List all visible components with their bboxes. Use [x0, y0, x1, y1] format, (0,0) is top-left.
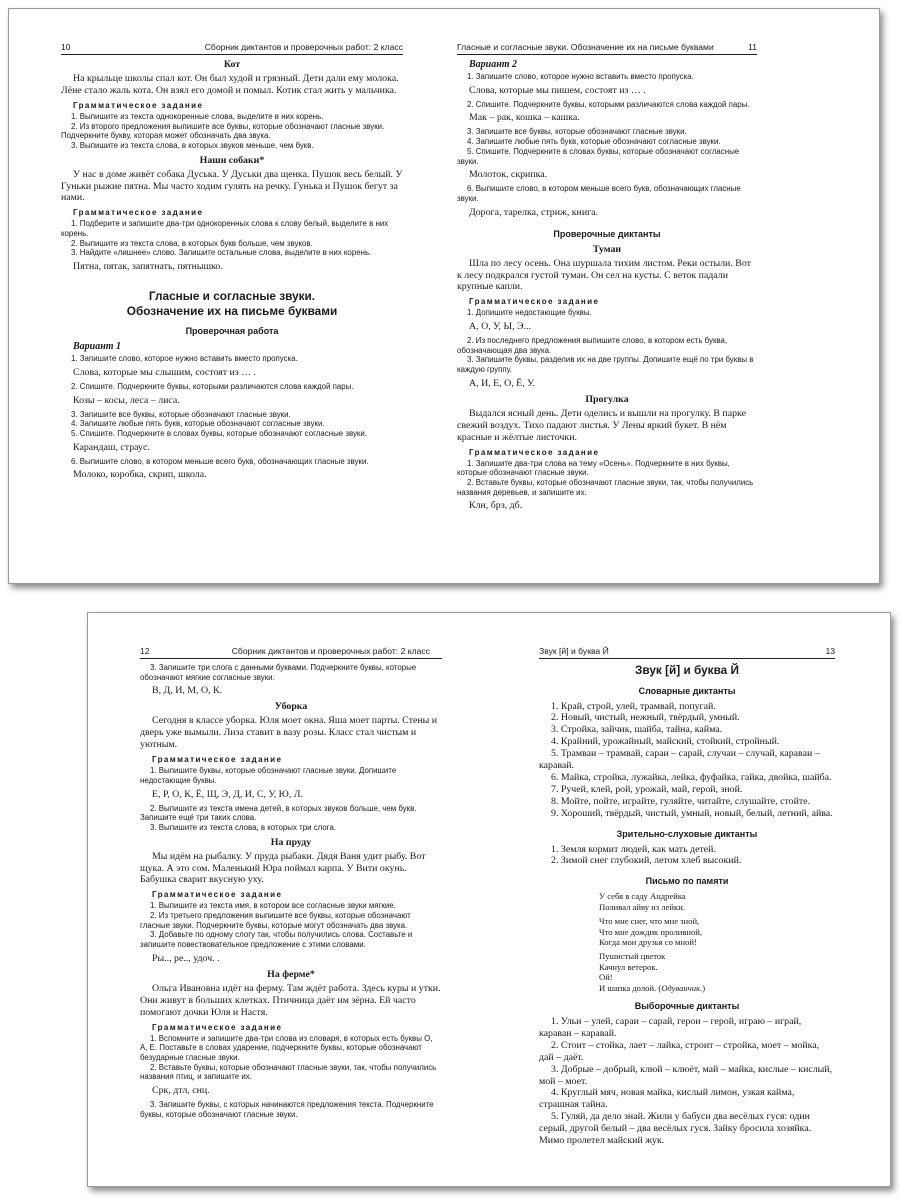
list-item: 2. Зимой снег глубокий, летом хлеб высокий. — [551, 855, 742, 867]
subsection-heading: Проверочная работа — [185, 326, 279, 337]
running-header — [61, 42, 403, 55]
page-10 — [61, 9, 403, 583]
task-answer-line: Карандаш, страус. — [73, 441, 150, 453]
task-item: 5. Спишите. Подчеркните в словах буквы, которые обозначают согласные звуки. — [71, 428, 367, 438]
poem-line: Поливал айву из лейки. — [599, 901, 685, 912]
memory-writing-poems — [599, 891, 835, 993]
task-item: 1. Подберите и запишите два-три однокоренных слова к слову белый, выделите в них корень. — [61, 219, 389, 239]
list-item: 1. Ульи – улей, сараи – сарай, герои – герой, играю – играй, караваи – каравай. — [539, 1016, 802, 1039]
task-answer-line: А, О, У, Ы, Э... — [469, 321, 531, 333]
visual-auditory-dictation-list — [539, 844, 835, 868]
section-heading-line-2: Обозначение их на письме буквами — [126, 303, 338, 318]
running-header — [140, 646, 442, 659]
section-heading-line-1: Гласные и согласные звуки. — [148, 289, 316, 304]
section-heading — [61, 289, 403, 318]
task-item: 3. Выпишите из текста слова, в которых звуков меньше, чем букв. — [71, 140, 314, 150]
list-item: 9. Хороший, твёрдый, чистый, умный, новый, белый, летний, айва. — [551, 807, 833, 819]
task-item: 5. Спишите. Подчеркните в словах буквы, которые обозначают согласные звуки. — [457, 146, 740, 166]
poem-line: Качнул ветерок. — [599, 961, 658, 972]
task-item: 3. Выпишите из текста слова, в которых три слога. — [150, 822, 337, 832]
running-header-title: Звук [й] и буква Й — [539, 646, 609, 656]
section-heading: Звук [й] и буква Й — [634, 663, 740, 677]
grammar-task-heading: Грамматическое задание — [73, 100, 204, 110]
selective-dictation-list — [539, 1016, 835, 1147]
task-item: 1. Вспомните и запишите два-три слова из словаря, в которых есть буквы О, А, Е. Поставьте в словах ударение, подчеркните буквы, которые обозначают безударные гласные звуки. — [140, 1033, 433, 1062]
variant-heading: Вариант 1 — [73, 341, 122, 353]
task-item: 2. Вставьте буквы, которые обозначают гласные звуки, так, чтобы получились названия птиц, и запишите их. — [140, 1062, 437, 1082]
page-number: 12 — [140, 646, 150, 656]
task-answer-line: Слова, которые мы пишем, состоят из … . — [469, 84, 646, 96]
task-answer-line: Слова, которые мы слышим, состоят из … . — [73, 366, 257, 378]
running-header-title: Сборник диктантов и проверочных работ: 2 класс — [204, 42, 403, 52]
poem-stanza — [599, 891, 835, 912]
task-answer-line: Молоко, коробка, скрип, школа. — [73, 469, 207, 481]
poem-line: Что мне дождик проливной, — [599, 926, 703, 937]
dictation-title: Прогулка — [585, 393, 629, 405]
dictation-title: Уборка — [274, 701, 308, 713]
list-item: 5. Трамваи – трамвай, сараи – сарай, случаи – случай, караваи – каравай. — [539, 748, 820, 772]
dictation-text: Сегодня в классе уборка. Юля моет окна. Яша моет парты. Стены и дверь уже вымыли. Лиза ставит в вазу розы. Класс стал чистым и уютным. — [140, 715, 437, 751]
poem-line: У себя в саду Андрейка — [599, 891, 686, 902]
grammar-task-heading: Грамматическое задание — [469, 297, 600, 307]
dictation-text: Шла по лесу осень. Она шуршала тихим листом. Реки остыли. Вот к лесу подкрался густой туман. Он сел на кусты. С веток падали крупные капли. — [457, 257, 751, 293]
page-12 — [140, 613, 442, 1186]
task-item: 2. Спишите. Подчеркните буквы, которыми различаются слова каждой пары. — [467, 99, 750, 109]
task-item: 3. Найдите «лишнее» слово. Запишите остальные слова, выделите в них корень. — [71, 248, 372, 258]
page-number: 13 — [825, 646, 835, 656]
task-item: 2. Из последнего предложения выпишите слово, в котором есть буква, обозначающая два звука. — [457, 336, 728, 355]
task-item: 3. Запишите три слога с данными буквами. Подчеркните буквы, которые обозначают мягкие согласные звуки. — [140, 663, 417, 682]
list-item: 4. Круглый мяч, новая майка, кислый лимон, узкая кайма, страшная тайна. — [539, 1087, 795, 1111]
running-header-title: Сборник диктантов и проверочных работ: 2 класс — [231, 646, 430, 656]
list-item: 3. Добрые – добрый, клюй – клюёт, май – майка, кислые – кислый, мой – моет. — [539, 1063, 833, 1087]
list-item: 6. Майка, стройка, лужайка, лейка, фуфайка, гайка, двойка, шайба. — [551, 771, 832, 783]
dictation-title: Туман — [592, 243, 622, 255]
page-body — [457, 59, 757, 515]
list-item: 8. Мойте, пойте, играйте, гуляйте, читайте, слушайте, стойте. — [551, 795, 811, 807]
poem-line: Ой! — [599, 972, 613, 983]
running-header — [457, 42, 757, 55]
list-item: 3. Стройка, зайчик, шайба, тайна, кайма. — [551, 724, 723, 736]
dictation-text: Мы идём на рыбалку. У пруда рыбаки. Дядя Ваня удит рыбу. Вот щука. А это сом. Маленький Юра поймал карпа. У Вити окунь. Бабушка сварит вкусную уху. — [140, 850, 426, 886]
page-body — [539, 663, 835, 1147]
task-answer-line: Ры.., ре.., удоч. . — [152, 952, 220, 964]
poem-line: Пушистый цветок — [599, 951, 666, 962]
task-item: 1. Выпишите из текста имя, в котором все согласные звуки мягкие. — [150, 901, 396, 911]
dictation-title: На пруду — [270, 836, 312, 848]
list-item: 1. Край, строй, улей, трамвай, попугай. — [551, 700, 716, 712]
task-item: 3. Запишите буквы, разделив их на две группы. Допишите ещё по три буквы в каждую группу. — [457, 355, 754, 375]
task-item: 1. Запишите слово, которое нужно вставить вместо пропуска. — [467, 72, 694, 81]
riddle-answer: Одуванчик. — [661, 982, 703, 993]
task-answer-line: Дорога, тарелка, стриж, книга. — [469, 206, 599, 218]
page-number: 11 — [748, 42, 757, 52]
task-item: 2. Спишите. Подчеркните буквы, которыми различаются слова каждой пары. — [71, 381, 354, 391]
task-answer-line: Е, Р, О, К, Ё, Щ, Э, Д, И, С, У, Ю, Л. — [152, 788, 303, 800]
list-item: 5. Гуляй, да дело знай. Жили у бабуси два весёлых гуся: один серый, другой белый – два весёлых гуся. Зайку бросила хозяйка. Мимо пролетел майский жук. — [539, 1111, 812, 1147]
page-number: 10 — [61, 42, 71, 52]
task-item: 3. Запишите все буквы, которые обозначают гласные звуки. — [71, 409, 291, 419]
variant-heading: Вариант 2 — [469, 59, 518, 70]
dictation-title: Кот — [223, 59, 241, 70]
page-body — [61, 59, 403, 484]
dictation-text: Выдался ясный день. Дети оделись и вышли на прогулку. В парке свежий воздух. Тихо падают листья. У Лены яркий букет. В нём красные и жёлтые листочки. — [457, 407, 746, 443]
poem-stanza — [599, 916, 835, 947]
task-answer-line: Срк, дтл, снц. — [152, 1085, 210, 1097]
running-header-title: Гласные и согласные звуки. Обозначение их на письме буквами — [457, 42, 714, 52]
task-item: 1. Запишите слово, которое нужно вставить вместо пропуска. — [71, 354, 298, 364]
list-item: 2. Стоит – стойка, лает – лайка, строит – стройка, моет – мойка, дай – даёт. — [539, 1039, 820, 1063]
grammar-task-heading: Грамматическое задание — [469, 447, 600, 457]
poem-line: И шапка долой. (Одуванчик.) — [599, 982, 706, 993]
subsection-heading: Письмо по памяти — [645, 876, 729, 887]
list-item: 7. Ручей, клей, рой, урожай, май, герой, зной. — [551, 783, 743, 795]
task-item: 3. Запишите буквы, с которых начинаются предложения текста. Подчеркните буквы, которые обозначают гласные звуки. — [140, 1100, 434, 1119]
list-item: 1. Земля кормит людей, как мать детей. — [551, 843, 716, 855]
task-answer-line: Мак – рак, кошка – кашка. — [469, 112, 580, 124]
task-item: 1. Запишите два-три слова на тему «Осень». Подчеркните в них буквы, которые обозначают гласные звуки. — [457, 458, 730, 478]
task-answer-line: Молоток, скрипка. — [469, 169, 548, 181]
task-item: 3. Добавьте по одному слогу так, чтобы получились слова. Составьте и запишите повествовательное предложение с этими словами. — [140, 930, 413, 950]
task-item: 2. Из третьего предложения выпишите все буквы, которые обозначают гласные звуки. Подчеркните буквы, которые могут обозначать два звука. — [140, 911, 411, 930]
task-item: 6. Выпишите слово, в котором меньше всего букв, обозначающих гласные звуки. — [71, 456, 369, 466]
task-answer-line: Пятна, пятак, запятнать, пятнышко. — [73, 261, 223, 273]
task-item: 2. Из второго предложения выпишите все буквы, которые обозначают гласные звуки. Подчеркните букву, которая может обозначать два звука. — [61, 121, 385, 141]
task-item: 1. Допишите недостающие буквы. — [467, 308, 592, 318]
task-item: 6. Выпишите слово, в котором меньше всего букв, обозначающих гласные звуки. — [457, 184, 741, 203]
task-item: 3. Запишите все буквы, которые обозначают гласные звуки. — [467, 127, 687, 137]
task-item: 1. Выпишите буквы, которые обозначают гласные звуки. Допишите недостающие буквы. — [140, 766, 397, 785]
grammar-task-heading: Грамматическое задание — [152, 755, 283, 765]
task-item: 2. Вставьте буквы, которые обозначают гласные звуки, так, чтобы получились названия деревьев, и запишите их. — [457, 477, 754, 497]
page-11 — [457, 9, 757, 583]
dictation-title: Наши собаки* — [199, 154, 265, 166]
page-13 — [539, 613, 835, 1186]
grammar-task-heading: Грамматическое задание — [152, 1022, 283, 1032]
list-item: 2. Новый, чистый, нежный, твёрдый, умный. — [551, 712, 740, 724]
subsection-heading: Зрительно-слуховые диктанты — [616, 828, 758, 839]
running-header — [539, 646, 835, 659]
page-body — [140, 663, 442, 1120]
grammar-task-heading: Грамматическое задание — [73, 208, 204, 218]
poem-line: Что мне снег, что мне зной, — [599, 916, 700, 927]
dictation-text: Ольга Ивановна идёт на ферму. Там ждёт работа. Здесь куры и утки. Они живут в больших клетках. Птичница даёт им зёрна. Ей часто помогают дочки Юля и Настя. — [140, 982, 441, 1018]
dictation-text: У нас в доме живёт собака Дуська. У Дуськи два щенка. Пушок весь белый. У Гуньки рыжие пятна. Мы часто ходим гулять на речку. Гунька и Пушок бегут за нами. — [61, 168, 403, 204]
poem-stanza — [599, 951, 835, 993]
task-item: 1. Выпишите из текста однокоренные слова, выделите в них корень. — [71, 111, 324, 121]
subsection-heading: Словарные диктанты — [638, 685, 736, 696]
vocabulary-dictation-list — [539, 701, 835, 820]
list-item: 4. Крайний, урожайный, майский, стойкий, стройный. — [551, 736, 780, 748]
task-answer-line: Клн, брз, дб. — [469, 500, 523, 512]
subsection-heading: Проверочные диктанты — [553, 228, 661, 239]
task-answer-line: А, И, Е, О, Ё, У. — [469, 377, 535, 389]
dictation-text: На крыльце школы спал кот. Он был худой и грязный. Дети дали ему молока. Лёне стало жаль кота. Он взял его домой и помыл. Котик стал жить у мальчика. — [61, 73, 399, 96]
task-item: 4. Запишите любые пять букв, которые обозначают согласные звуки. — [467, 137, 721, 147]
task-item: 4. Запишите любые пять букв, которые обозначают согласные звуки. — [71, 419, 325, 429]
dictation-title: На ферме* — [267, 968, 315, 980]
task-item: 2. Выпишите из текста имена детей, в которых звуков больше, чем букв. Запишите ещё три таких слова. — [140, 803, 417, 823]
task-answer-line: Козы – косы, леса – лиса. — [73, 394, 180, 406]
grammar-task-heading: Грамматическое задание — [152, 890, 283, 900]
task-item: 2. Выпишите из текста слова, в которых букв больше, чем звуков. — [71, 238, 313, 248]
book-spread-bottom — [87, 612, 891, 1187]
poem-line: Когда мои друзья со мной! — [599, 937, 697, 947]
task-answer-line: В, Д, И, М, О, К. — [152, 685, 223, 697]
subsection-heading: Выборочные диктанты — [634, 1001, 740, 1012]
book-spread-top — [8, 8, 880, 584]
